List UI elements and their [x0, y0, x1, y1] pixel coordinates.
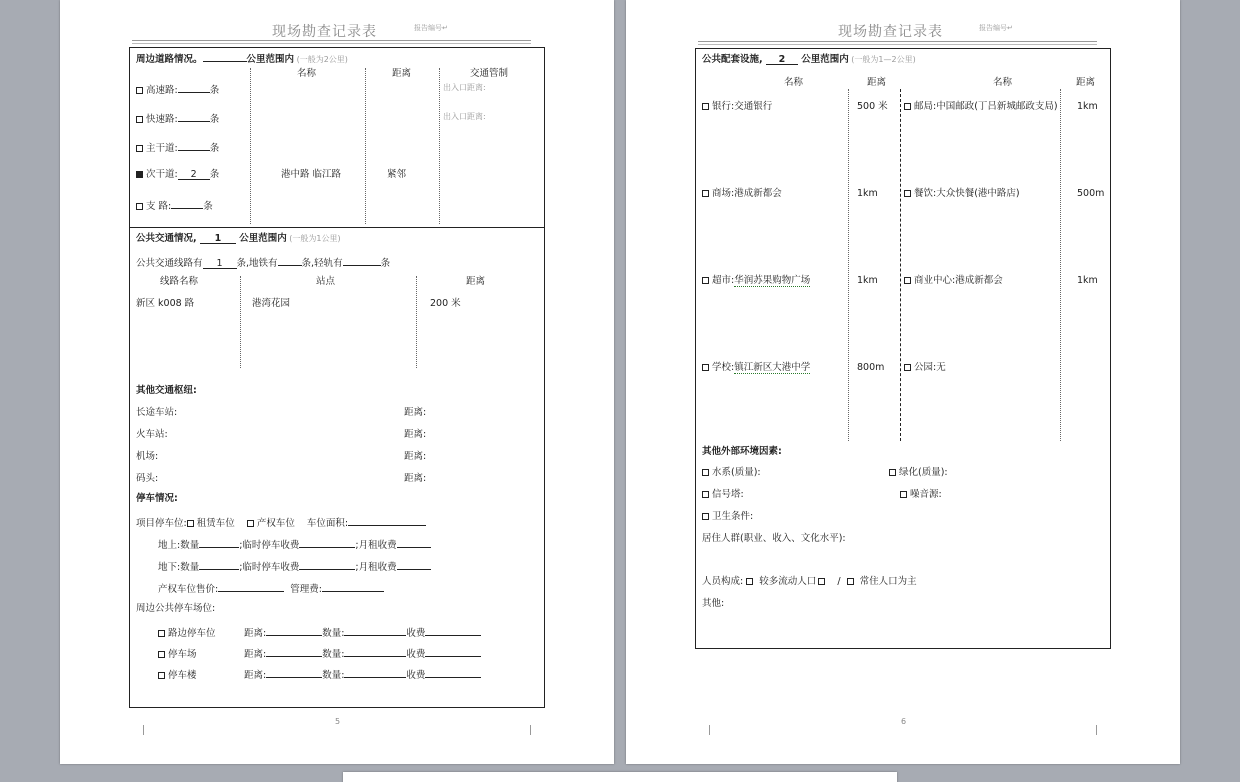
road-traffic: 出入口距离:	[443, 83, 486, 92]
hub-distance-label: 距离:	[404, 429, 427, 440]
page-corner-mark	[709, 725, 710, 735]
parking-project-row: 项目停车位: 租赁车位 产权车位 车位面积:	[136, 515, 426, 530]
facility-right: 邮局:中国邮政(丁吕新城邮政支局)	[904, 101, 1058, 113]
checkbox-icon[interactable]	[158, 630, 165, 637]
facilities-col-name-left: 名称	[784, 77, 804, 88]
section-divider	[130, 227, 544, 228]
parking-public-label: 周边公共停车场位:	[136, 603, 216, 614]
facility-left-distance: 1km	[857, 188, 878, 199]
public-parking-row: 停车场 距离: 数量: 收费	[158, 646, 481, 661]
checkbox-icon[interactable]	[702, 103, 709, 110]
public-parking-row: 停车楼 距离: 数量: 收费	[158, 667, 481, 682]
checkbox-icon[interactable]	[187, 520, 194, 527]
hub-label: 码头:	[136, 473, 159, 484]
facility-right-distance: 1km	[1077, 275, 1098, 286]
transit-col-route: 线路名称	[160, 276, 199, 287]
transit-col-distance: 距离	[466, 276, 486, 287]
facility-left-distance: 500 米	[857, 101, 888, 112]
facilities-col-distance-right: 距离	[1076, 77, 1096, 88]
checkbox-icon[interactable]	[136, 145, 143, 152]
checkbox-icon[interactable]	[136, 87, 143, 94]
title-rule-double	[132, 43, 531, 44]
facility-right: 餐饮:大众快餐(港中路店)	[904, 188, 1020, 200]
checkbox-icon[interactable]	[904, 277, 911, 284]
hubs-title: 其他交通枢纽:	[136, 385, 197, 396]
transit-distance-value: 200 米	[430, 298, 461, 309]
environment-composition: 人员构成: 较多流动人口 / 常住人口为主	[702, 576, 917, 587]
parking-underground-row: 地下:数量 ;临时停车收费 ;月租收费	[158, 559, 431, 574]
environment-green: 绿化(质量):	[889, 467, 948, 479]
hub-distance-label: 距离:	[404, 451, 427, 462]
checkbox-icon[interactable]	[904, 190, 911, 197]
roads-title: 周边道路情况。 公里范围内 (一般为2公里)	[136, 51, 348, 66]
column-divider	[900, 89, 901, 441]
road-row: 主干道: 条	[136, 140, 219, 155]
public-parking-row: 路边停车位 距离: 数量: 收费	[158, 625, 481, 640]
facility-left: 商场:港成新都会	[702, 188, 782, 200]
column-divider	[250, 68, 251, 224]
transit-stop-value: 港湾花园	[252, 298, 291, 309]
facility-left: 学校:镇江新区大港中学	[702, 362, 810, 374]
survey-table	[129, 47, 545, 708]
hub-label: 火车站:	[136, 429, 168, 440]
checkbox-icon[interactable]	[158, 651, 165, 658]
hub-label: 长途车站:	[136, 407, 178, 418]
document-page-7-top	[343, 772, 897, 782]
facility-right: 商业中心:港成新都会	[904, 275, 1003, 287]
column-divider	[416, 276, 417, 368]
page-number: 5	[335, 717, 341, 726]
parking-title: 停车情况:	[136, 493, 178, 504]
environment-noise: 噪音源:	[900, 489, 942, 501]
environment-residents: 居住人群(职业、收入、文化水平):	[702, 533, 846, 544]
facilities-col-distance-left: 距离	[867, 77, 887, 88]
environment-other: 其他:	[702, 598, 725, 609]
environment-title: 其他外部环境因素:	[702, 446, 782, 457]
hub-distance-label: 距离:	[404, 407, 427, 418]
roads-col-distance: 距离	[392, 68, 412, 79]
roads-col-traffic: 交通管制	[470, 68, 509, 79]
page-corner-mark	[1096, 725, 1097, 735]
facilities-title: 公共配套设施, 2 公里范围内 (一般为1—2公里)	[702, 54, 916, 65]
hub-distance-label: 距离:	[404, 473, 427, 484]
checkbox-icon[interactable]	[136, 171, 143, 178]
checkbox-icon[interactable]	[702, 364, 709, 371]
column-divider	[240, 276, 241, 368]
checkbox-icon[interactable]	[904, 364, 911, 371]
checkbox-icon[interactable]	[702, 469, 709, 476]
checkbox-icon[interactable]	[900, 491, 907, 498]
column-divider	[1060, 89, 1061, 441]
road-row: 高速路: 条	[136, 82, 219, 97]
transit-lines-text: 公共交通线路有 1 条,地铁有 条,轻轨有 条	[136, 255, 390, 270]
road-traffic: 出入口距离:	[443, 112, 486, 121]
transit-col-stop: 站点	[316, 276, 336, 287]
road-distance: 紧邻	[387, 169, 407, 180]
column-divider	[848, 89, 849, 441]
road-row: 支 路: 条	[136, 198, 213, 213]
facility-left-distance: 1km	[857, 275, 878, 286]
checkbox-icon[interactable]	[889, 469, 896, 476]
column-divider	[365, 68, 366, 224]
facility-left-distance: 800m	[857, 362, 885, 373]
transit-route-value: 新区 k008 路	[136, 298, 195, 309]
environment-water: 水系(质量):	[702, 467, 761, 479]
page-title: 现场勘查记录表	[272, 24, 377, 40]
environment-sanitary: 卫生条件:	[702, 511, 753, 523]
facilities-col-name-right: 名称	[993, 77, 1013, 88]
report-number-label: 报告编号↵	[414, 24, 448, 32]
facility-right-distance: 1km	[1077, 101, 1098, 112]
facility-right: 公园:无	[904, 362, 946, 374]
title-rule-double	[698, 44, 1097, 45]
checkbox-icon[interactable]	[702, 190, 709, 197]
checkbox-icon[interactable]	[702, 513, 709, 520]
transit-title: 公共交通情况, 1 公里范围内 (一般为1公里)	[136, 233, 341, 244]
checkbox-icon[interactable]	[702, 277, 709, 284]
checkbox-icon[interactable]	[136, 203, 143, 210]
checkbox-icon[interactable]	[818, 578, 825, 585]
road-row: 快速路: 条	[136, 111, 219, 126]
environment-signal: 信号塔:	[702, 489, 744, 501]
column-divider	[439, 68, 440, 224]
road-row: 次干道: 2 条	[136, 169, 219, 181]
checkbox-icon[interactable]	[847, 578, 854, 585]
document-page-6	[626, 0, 1180, 764]
hub-label: 机场:	[136, 451, 159, 462]
document-page-5	[60, 0, 614, 764]
parking-ground-row: 地上:数量 ;临时停车收费 ;月租收费	[158, 537, 431, 552]
report-number-label: 报告编号↵	[979, 24, 1013, 32]
roads-col-name: 名称	[297, 68, 317, 79]
checkbox-icon[interactable]	[247, 520, 254, 527]
parking-price-row: 产权车位售价: 管理费:	[158, 581, 384, 596]
survey-table	[695, 48, 1111, 649]
page-corner-mark	[530, 725, 531, 735]
facility-left: 银行:交通银行	[702, 101, 772, 113]
page-title: 现场勘查记录表	[838, 24, 943, 40]
facility-left: 超市:华润苏果购物广场	[702, 275, 810, 287]
page-corner-mark	[143, 725, 144, 735]
checkbox-icon[interactable]	[904, 103, 911, 110]
road-name: 港中路 临江路	[281, 169, 342, 180]
title-rule	[698, 41, 1097, 42]
checkbox-icon[interactable]	[158, 672, 165, 679]
title-rule	[132, 40, 531, 41]
facility-right-distance: 500m	[1077, 188, 1105, 199]
page-number: 6	[901, 717, 907, 726]
checkbox-icon[interactable]	[746, 578, 753, 585]
checkbox-icon[interactable]	[136, 116, 143, 123]
checkbox-icon[interactable]	[702, 491, 709, 498]
